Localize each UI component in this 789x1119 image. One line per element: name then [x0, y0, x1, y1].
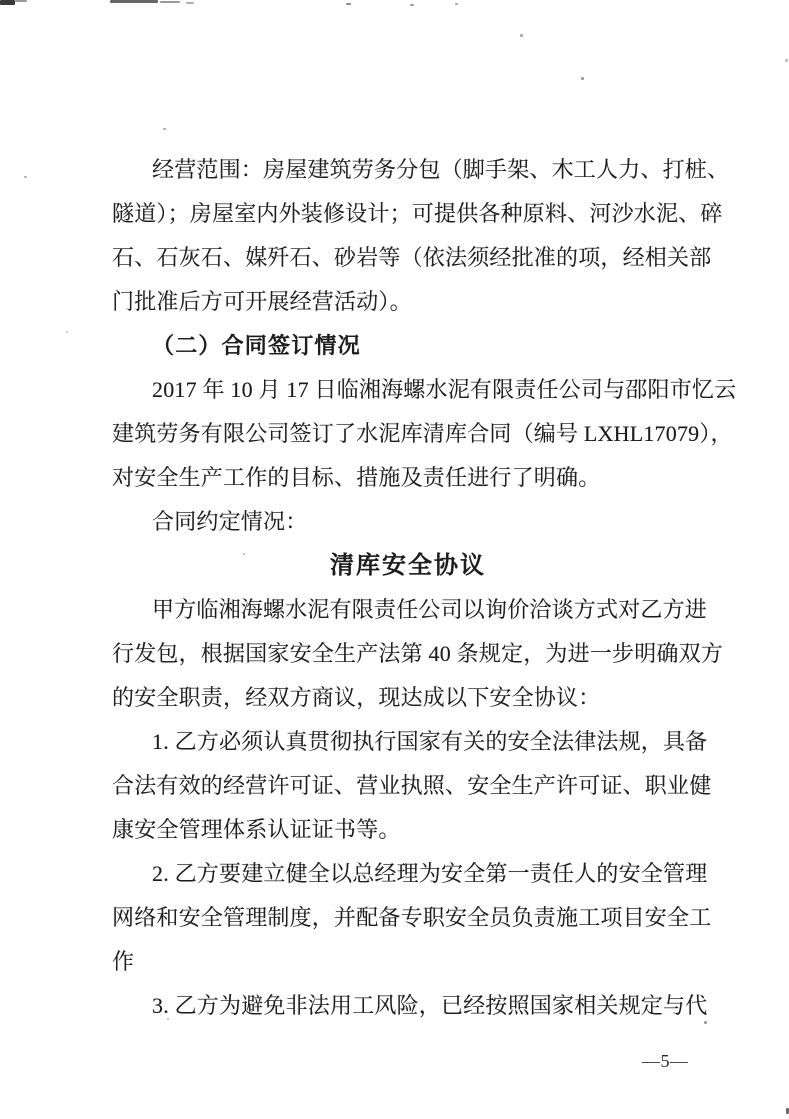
text-line: 的安全职责，经双方商议，现达成以下安全协议：: [112, 685, 601, 710]
text-line: 对安全生产工作的目标、措施及责任进行了明确。: [112, 465, 601, 490]
scan-smudge: [110, 0, 158, 3]
text-line: 甲方临湘海螺水泥有限责任公司以询价洽谈方式对乙方进: [152, 597, 708, 622]
scan-smudge: [160, 1, 180, 3]
text-line: 行发包，根据国家安全生产法第 40 条规定，为进一步明确双方: [112, 641, 724, 666]
scan-speck: [163, 128, 166, 130]
text-line: 合法有效的经营许可证、营业执照、安全生产许可证、职业健: [112, 773, 712, 798]
text-line: 门批准后方可开展经营活动）。: [112, 289, 412, 314]
text-line: 康安全管理体系认证证书等。: [112, 817, 401, 842]
text-line: 2017 年 10 月 17 日临湘海螺水泥有限责任公司与邵阳市忆云: [152, 377, 737, 402]
scan-speck: [410, 4, 414, 6]
text-line: 清库安全协议: [330, 553, 486, 579]
text-line: 网络和安全管理制度，并配备专职安全员负责施工项目安全工: [112, 905, 712, 930]
text-line: 3. 乙方为避免非法用工风险，已经按照国家相关规定与代: [152, 993, 708, 1018]
scan-speck: [785, 59, 788, 62]
text-line: 石、石灰石、媒歼石、砂岩等（依法须经批准的项，经相关部: [112, 245, 712, 270]
text-line: 经营范围：房屋建筑劳务分包（脚手架、木工人力、打桩、: [152, 157, 730, 182]
scan-speck: [346, 3, 351, 5]
page-number: —5—: [642, 1051, 689, 1071]
scan-speck: [520, 34, 523, 37]
scan-speck: [66, 331, 68, 333]
document-body: [112, 148, 737, 1028]
scan-speck: [24, 176, 27, 178]
scan-speck: [581, 77, 584, 80]
scan-smudge: [0, 0, 15, 5]
text-line: （二）合同签订情况: [152, 333, 361, 358]
scan-smudge: [15, 0, 27, 2]
scan-smudge: [186, 2, 194, 4]
text-line: 1. 乙方必须认真贯彻执行国家有关的安全法律法规，具备: [152, 729, 708, 754]
text-line: 作: [112, 949, 135, 974]
text-line: 2. 乙方要建立健全以总经理为安全第一责任人的安全管理: [152, 861, 708, 886]
text-line: 合同约定情况：: [152, 509, 308, 534]
text-line: 建筑劳务有限公司签订了水泥库清库合同（编号 LXHL17079），: [112, 421, 733, 446]
scan-speck: [455, 3, 458, 5]
text-line: 隧道）；房屋室内外装修设计；可提供各种原料、河沙水泥、碎: [112, 201, 723, 226]
